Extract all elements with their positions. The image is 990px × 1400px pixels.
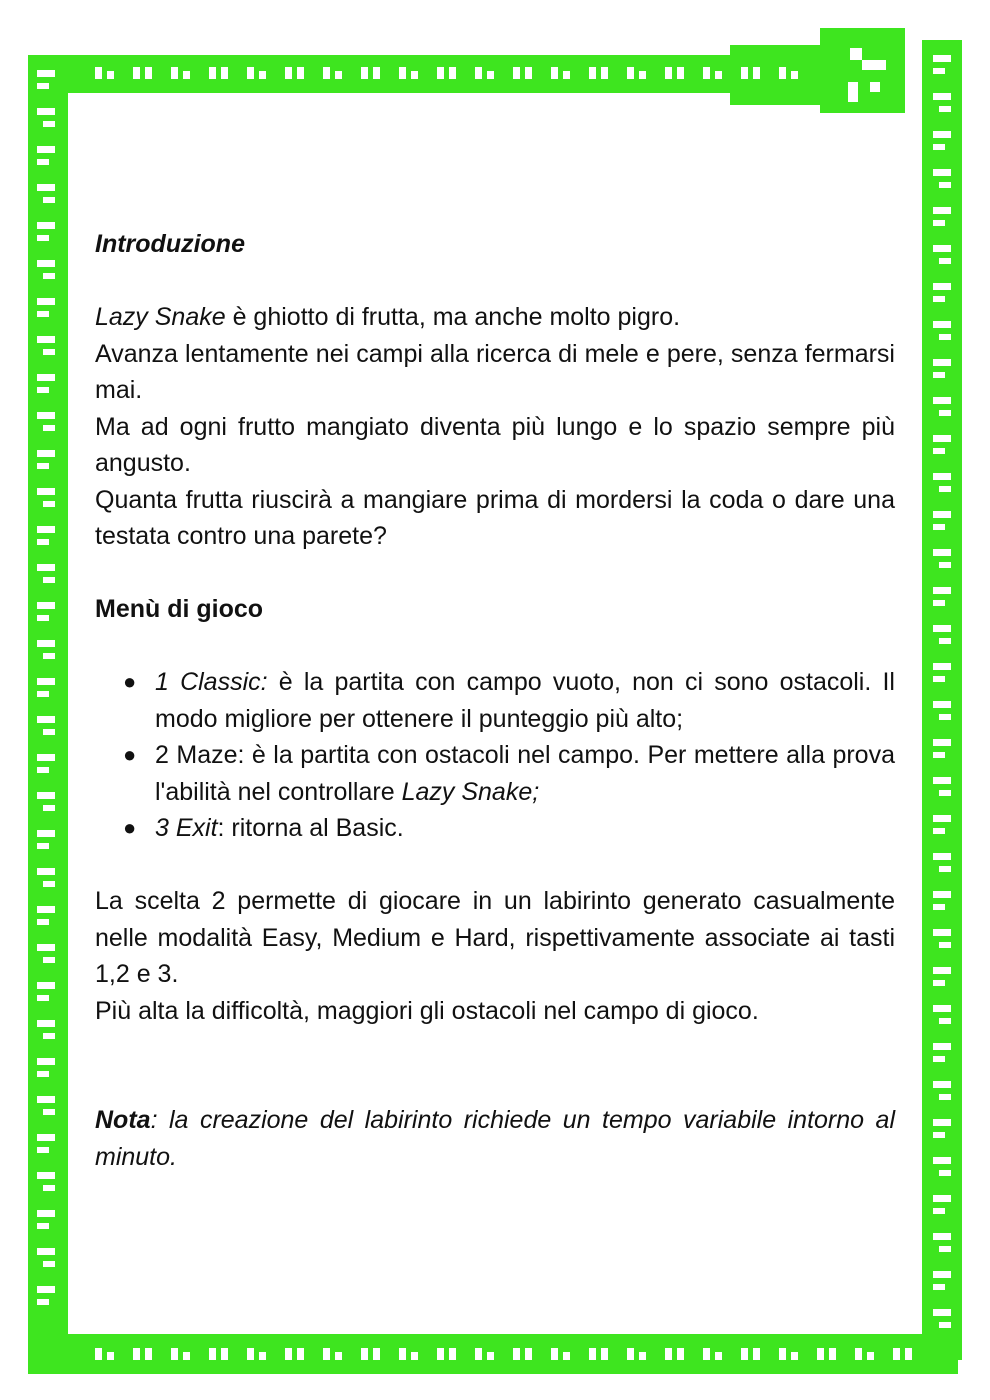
snake-scale [37,1299,49,1305]
snake-scale [43,805,55,811]
bullet-icon: ● [123,815,137,840]
snake-scale [37,830,55,837]
snake-scale [933,600,945,606]
snake-scale [37,412,55,419]
snake-scale [37,1058,55,1065]
snake-scale [43,501,55,507]
snake-scale [703,1348,710,1360]
snake-scale [933,1309,951,1316]
snake-scale [37,906,55,913]
snake-scale [939,1322,951,1328]
snake-scale [933,321,951,328]
document-body [95,226,895,1175]
snake-scale [933,1208,945,1214]
snake-scale [411,1352,418,1360]
snake-scale [933,1005,951,1012]
snake-scale [933,777,951,784]
snake-scale [107,71,114,79]
snake-scale [933,625,951,632]
intro-paragraph-1: Lazy Snake è ghiotto di frutta, ma anche molto pigro. [95,303,681,331]
snake-scale [411,71,418,79]
snake-scale [933,815,951,822]
snake-scale [939,258,951,264]
snake-scale [933,169,951,176]
snake-scale [753,1348,760,1360]
snake-scale [247,1348,254,1360]
snake-scale [677,67,684,79]
snake-scale [525,1348,532,1360]
snake-scale [933,676,945,682]
snake-scale [933,549,951,556]
snake-scale [933,359,951,366]
snake-scale [627,1348,634,1360]
snake-scale [37,995,49,1001]
snake-scale [939,106,951,112]
snake-scale [43,1185,55,1191]
menu-list [95,664,895,847]
snake-scale [37,387,49,393]
snake-scale [817,1348,824,1360]
choice-paragraph: La scelta 2 permette di giocare in un labirinto generato casualmente nelle modalità Easy, Medium e Hard, rispettivamente associate ai tasti 1,2 e 3. [95,887,895,988]
snake-scale [487,1352,494,1360]
snake-scale [933,93,951,100]
snake-scale [37,754,55,761]
snake-scale [285,1348,292,1360]
snake-scale [247,67,254,79]
snake-head-mark [848,82,858,102]
snake-scale [703,67,710,79]
snake-scale [475,67,482,79]
snake-scale [939,410,951,416]
snake-scale [43,197,55,203]
intro-paragraph-3: Ma ad ogni frutto mangiato diventa più lungo e lo spazio sempre più angusto. [95,412,895,477]
note-paragraph: Nota: la creazione del labirinto richiede un tempo variabile intorno al minuto. [95,1106,895,1171]
snake-scale [933,1043,951,1050]
menu-item-exit: ● 3 Exit: ritorna al Basic. [95,810,895,847]
snake-scale [551,1348,558,1360]
snake-scale [437,1348,444,1360]
snake-scale [867,1352,874,1360]
snake-scale [297,67,304,79]
snake-scale [37,944,55,951]
snake-scale [933,739,951,746]
snake-scale [285,67,292,79]
snake-scale [933,1271,951,1278]
snake-scale [933,1132,945,1138]
snake-scale [43,957,55,963]
snake-scale [43,653,55,659]
snake-scale [933,220,945,226]
snake-scale [933,967,951,974]
snake-scale [37,1147,49,1153]
snake-scale [741,1348,748,1360]
snake-scale [43,121,55,127]
snake-scale [779,1348,786,1360]
snake-scale [715,71,722,79]
difficulty-paragraph: Più alta la difficoltà, maggiori gli ostacoli nel campo di gioco. [95,996,759,1025]
snake-scale [37,1134,55,1141]
snake-scale [95,1348,102,1360]
snake-scale [933,207,951,214]
snake-scale [43,729,55,735]
snake-scale [37,450,55,457]
snake-scale [933,473,951,480]
snake-scale [37,919,49,925]
snake-scale [933,1195,951,1202]
snake-scale [335,1352,342,1360]
snake-scale [133,1348,140,1360]
snake-scale [37,868,55,875]
snake-scale [601,1348,608,1360]
snake-scale [939,1094,951,1100]
snake-scale [297,1348,304,1360]
snake-scale [37,1020,55,1027]
menu-heading: Menù di gioco [95,595,264,623]
snake-scale [893,1348,900,1360]
snake-scale [933,296,945,302]
snake-scale [939,866,951,872]
snake-scale [933,701,951,708]
snake-scale [43,1109,55,1115]
snake-scale [37,843,49,849]
snake-scale [939,182,951,188]
snake-scale [939,714,951,720]
snake-scale [639,1352,646,1360]
snake-scale [37,108,55,115]
snake-scale [563,1352,570,1360]
snake-scale [933,1157,951,1164]
snake-scale [829,1348,836,1360]
snake-scale [933,853,951,860]
snake-scale [183,71,190,79]
snake-scale [37,1248,55,1255]
snake-scale [905,1348,912,1360]
snake-scale [37,539,49,545]
snake-scale [43,881,55,887]
snake-scale [373,1348,380,1360]
snake-scale [791,1352,798,1360]
snake-scale [487,71,494,79]
snake-scale [37,70,55,77]
intro-paragraph-4: Quanta frutta riuscirà a mangiare prima di mordersi la coda o dare una testata contro una parete? [95,485,895,550]
snake-scale [715,1352,722,1360]
snake-scale [741,67,748,79]
snake-scale [323,67,330,79]
snake-scale [933,904,945,910]
snake-scale [933,1284,945,1290]
snake-scale [145,1348,152,1360]
snake-scale [37,1286,55,1293]
snake-scale [933,448,945,454]
snake-scale [939,638,951,644]
snake-scale [37,298,55,305]
snake-scale [373,67,380,79]
snake-scale [259,71,266,79]
snake-scale [437,67,444,79]
snake-scale [209,67,216,79]
menu-item-classic: ● 1 Classic: è la partita con campo vuoto, non ci sono ostacoli. Il modo migliore per ottenere il punteggio più alto; [95,664,895,737]
snake-scale [37,336,55,343]
snake-scale [791,71,798,79]
snake-scale [37,159,49,165]
snake-scale [37,235,49,241]
snake-scale [37,767,49,773]
snake-scale [665,1348,672,1360]
snake-scale [933,1119,951,1126]
snake-scale [933,397,951,404]
snake-scale [939,790,951,796]
snake-scale [933,131,951,138]
snake-scale [939,486,951,492]
snake-scale [37,1096,55,1103]
snake-scale [513,1348,520,1360]
snake-scale [37,488,55,495]
game-name: Lazy Snake [95,303,226,331]
snake-scale [37,260,55,267]
snake-scale [37,1223,49,1229]
snake-scale [399,67,406,79]
snake-scale [933,663,951,670]
snake-scale [37,374,55,381]
snake-scale [449,67,456,79]
intro-paragraph-2: Avanza lentamente nei campi alla ricerca di mele e pere, senza fermarsi mai. [95,339,895,404]
snake-scale [37,792,55,799]
note-label: Nota [95,1106,151,1134]
snake-scale [183,1352,190,1360]
snake-scale [665,67,672,79]
snake-scale [933,587,951,594]
snake-scale [43,349,55,355]
snake-scale [933,68,945,74]
snake-scale [475,1348,482,1360]
snake-scale [933,1081,951,1088]
snake-scale [221,67,228,79]
snake-scale [37,146,55,153]
snake-scale [563,71,570,79]
snake-scale [37,463,49,469]
snake-head [820,28,905,113]
snake-eye [850,48,862,60]
snake-scale [37,1172,55,1179]
snake-scale [145,67,152,79]
snake-scale [779,67,786,79]
snake-scale [43,1261,55,1267]
snake-scale [361,67,368,79]
snake-scale [43,273,55,279]
snake-scale [933,929,951,936]
snake-head-mark [862,60,886,70]
snake-scale [37,564,55,571]
snake-scale [677,1348,684,1360]
snake-scale [939,1246,951,1252]
snake-scale [43,425,55,431]
snake-scale [37,982,55,989]
snake-scale [933,980,945,986]
snake-scale [37,184,55,191]
snake-scale [753,67,760,79]
snake-scale [627,67,634,79]
snake-scale [601,67,608,79]
snake-top-side [40,55,730,93]
bullet-icon: ● [123,742,137,767]
snake-scale [37,640,55,647]
snake-scale [37,526,55,533]
snake-scale [939,1018,951,1024]
snake-scale [933,828,945,834]
intro-heading: Introduzione [95,230,245,258]
snake-scale [107,1352,114,1360]
snake-scale [939,942,951,948]
snake-scale [513,67,520,79]
snake-scale [933,524,945,530]
snake-scale [335,71,342,79]
snake-scale [639,71,646,79]
snake-scale [939,334,951,340]
snake-scale [933,245,951,252]
menu-item-maze: ● 2 Maze: è la partita con ostacoli nel campo. Per mettere alla prova l'abilità nel controllare Lazy Snake; [95,737,895,810]
bullet-icon: ● [123,669,137,694]
snake-scale [361,1348,368,1360]
snake-scale [323,1348,330,1360]
snake-scale [221,1348,228,1360]
snake-head-mark [870,82,880,92]
snake-scale [933,511,951,518]
snake-scale [589,67,596,79]
snake-scale [37,222,55,229]
snake-scale [589,1348,596,1360]
snake-scale [37,83,49,89]
snake-scale [933,372,945,378]
snake-scale [525,67,532,79]
snake-scale [37,602,55,609]
snake-scale [933,435,951,442]
snake-scale [933,55,951,62]
snake-scale [933,283,951,290]
snake-scale [933,1056,945,1062]
snake-scale [933,1233,951,1240]
snake-scale [259,1352,266,1360]
snake-scale [171,67,178,79]
snake-scale [209,1348,216,1360]
snake-scale [37,691,49,697]
snake-scale [855,1348,862,1360]
snake-scale [133,67,140,79]
snake-scale [37,716,55,723]
snake-scale [449,1348,456,1360]
snake-scale [37,311,49,317]
snake-scale [933,144,945,150]
snake-scale [171,1348,178,1360]
snake-scale [95,67,102,79]
snake-scale [939,562,951,568]
snake-scale [933,752,945,758]
snake-scale [37,678,55,685]
snake-scale [43,577,55,583]
snake-scale [399,1348,406,1360]
snake-scale [37,1210,55,1217]
snake-scale [551,67,558,79]
snake-scale [37,1071,49,1077]
snake-scale [933,891,951,898]
snake-scale [37,615,49,621]
snake-scale [939,1170,951,1176]
snake-scale [43,1033,55,1039]
